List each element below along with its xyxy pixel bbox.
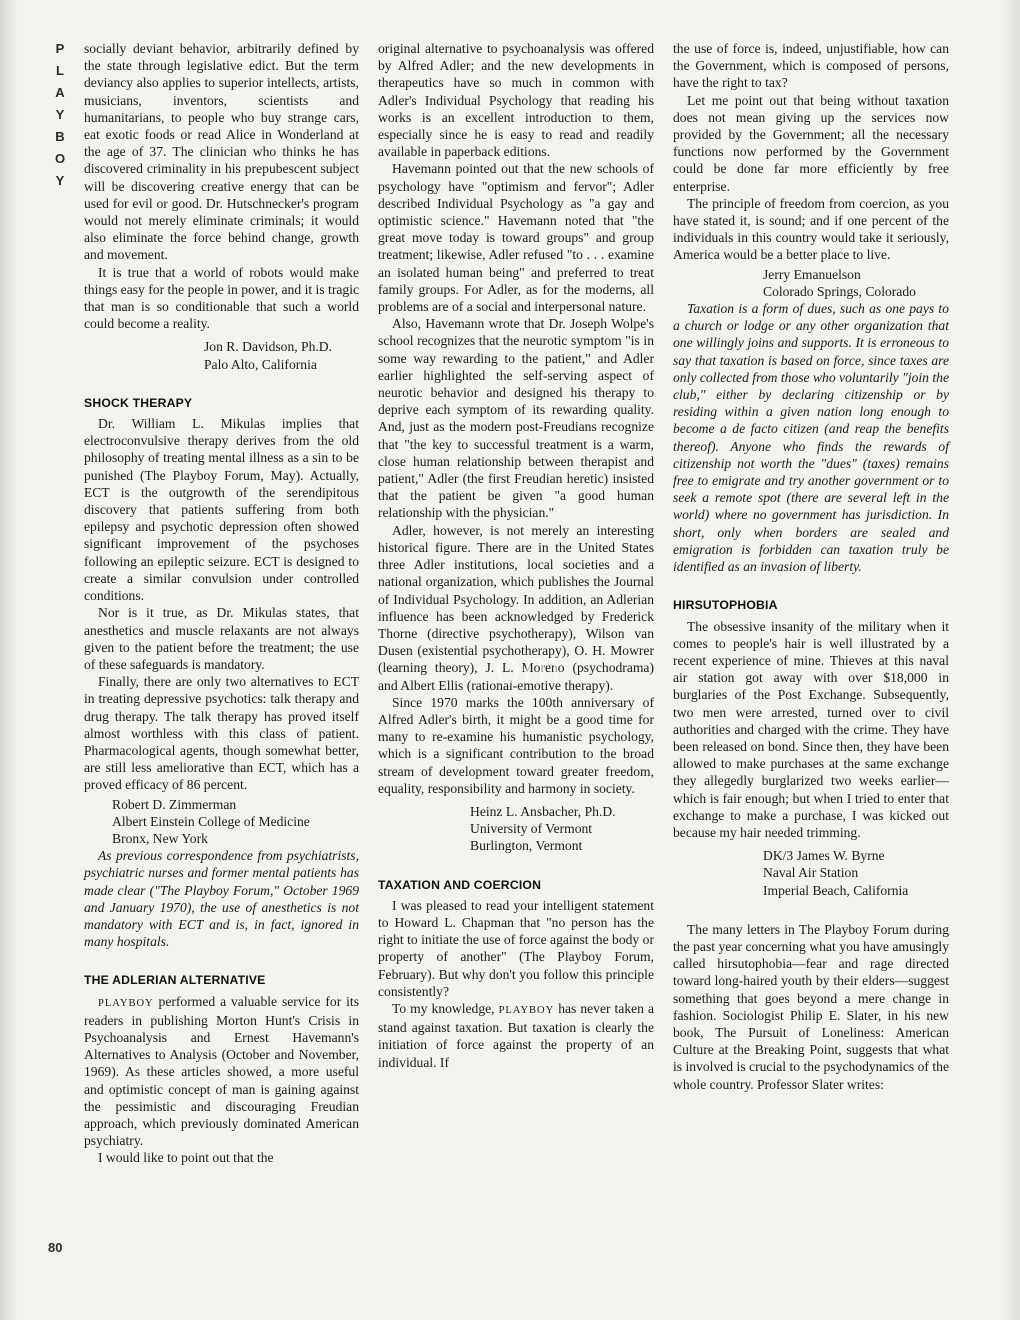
watermark-text: om: [495, 641, 563, 693]
page-right-edge: [1002, 0, 1020, 1320]
letter-signature: [673, 847, 949, 899]
signature-name: Jon R. Davidson, Ph.D.: [204, 339, 333, 355]
signature-place: Imperial Beach, California: [763, 882, 909, 898]
letter-signature: [673, 266, 949, 300]
letter-paragraph: I would like to point out that the: [98, 1150, 274, 1166]
signature-place: Palo Alto, California: [204, 356, 317, 372]
section-heading-shock-therapy: SHOCK THERAPY: [84, 395, 193, 410]
letter-signature: [84, 338, 359, 372]
editor-response: The many letters in The Playboy Forum during the past year concerning what you have amusingly called hirsutophobia—fear and rage directed toward long-haired youth by their elders—suggest something that goes beyond a mere change in fashion. Sociologist Philip E. Slater, in his new book, The Pursuit of Loneliness: American Culture at the Breaking Point, suggests that what is involved is crucial to the psychodynamics of the whole country. Professor Slater writes:: [673, 921, 949, 1092]
page-number: 80: [48, 1240, 63, 1255]
signature-place: Colorado Springs, Colorado: [763, 283, 916, 299]
letter-signature: [378, 803, 654, 855]
letter-paragraph: performed a valuable service for its readers in publishing Morton Hunt's Crisis in Psychoanalysis and Ernest Havemann's Alternatives to Analysis (October and November, 1969). As these articles showed, a more useful and optimistic concept of man is gaining against the pessimistic and discouraging Freudian approach, which previously dominated American psychiatry.: [84, 993, 359, 1149]
editor-response: As previous correspondence from psychiatrists, psychiatric nurses and former mental patients has made clear ("The Playboy Forum," October 1969 and January 1970), the use of anesthetics is not mandatory with ECT and is, in fact, ignored in many hospitals.: [84, 848, 359, 950]
column-2: [378, 40, 654, 1071]
letter-text: To my knowledge,: [392, 1000, 499, 1016]
section-heading-taxation: TAXATION AND COERCION: [378, 877, 542, 892]
signature-institution: Albert Einstein College of Medicine: [112, 813, 310, 829]
letter-paragraph: socially deviant behavior, arbitrarily defined by the state through legislative edict. But the term deviancy also applies to superior intellects, artists, musicians, inventors, scientists and humanitarians, to people who buy strange cars, eat exotic foods or read Alice in Wonderland at the age of 37. The clinician who thinks he has discovered criminality in his prepubescent subject will be discovering creative energy that can be used for evil or good. Dr. Hutschnecker's program would not merely eliminate criminals; it would also eliminate the force behind change, growth and movement.: [84, 41, 359, 263]
page-left-edge: [0, 0, 18, 1320]
letter-paragraph: Nor is it true, as Dr. Mikulas states, that anesthetics and muscle relaxants are not always given to the patient before the treatment; the use of these safeguards is mandatory.: [84, 605, 359, 672]
letter-paragraph: original alternative to psychoanalysis was offered by Alfred Adler; and the new developments in therapeutics have so much in common with Adler's Individual Psychology that reading his works is an excellent introduction to them, especially since he is easy to read and readily available in paperback editions.: [378, 41, 654, 160]
letter-paragraph: Let me point out that being without taxation does not mean giving up the services now provided by the Government; all the necessary functions now performed by the Government could be done far more efficiently by free enterprise.: [673, 92, 949, 194]
letter-paragraph: Adler, however, is not merely an interesting historical figure. There are in the United States three Adler institutions, local societies and a national organization, which publishes the Journal of Individual Psychology. In addition, an Adlerian influence has been acknowledged by Frederick Thorne (directive psychotherapy), Wilson van Dusen (existential psychotherapy), O. H. Mowrer (learning theory), J. L. Moreno (psychodrama) and Albert Ellis (rational-emotive therapy).: [378, 522, 654, 693]
magazine-name-smallcaps: PLAYBOY: [98, 997, 154, 1009]
letter-text: has never taken a stand against taxation. But taxation is clearly the initiation of force against the property of an individual. If: [378, 1000, 654, 1070]
section-heading-hirsutophobia: HIRSUTOPHOBIA: [673, 598, 778, 613]
signature-institution: Naval Air Station: [763, 865, 859, 881]
letter-paragraph: Finally, there are only two alternatives to ECT in treating depressive psychotics: talk therapy and drug therapy. The talk therapy has proved itself almost worthless with this class of patient. Pharmacological agents, though somewhat better, are still less ameliorative than ECT, which has a proved efficacy of 86 percent.: [84, 674, 359, 793]
letter-paragraph: The principle of freedom from coercion, as you have stated it, is sound; and if one percent of the individuals in this country would take it seriously, America would be a better place to live.: [673, 195, 949, 263]
letter-paragraph: Dr. William L. Mikulas implies that electroconvulsive therapy derives from the old philosophy of treating mental illness as a sin to be punished (The Playboy Forum, May). Actually, ECT is the outgrowth of the serendipitous discovery that patients suffering from both epilepsy and psychotic depression often showed significant improvement of the psychoses following an epileptic seizure. ECT is designed to create a similar convulsion under controlled conditions.: [84, 416, 359, 604]
letter-paragraph: The obsessive insanity of the military when it comes to people's hair is well illustrated by a recent experience of mine. Thieves at this naval air station got away with over $18,000 in burglaries of the Post Exchange. Subsequently, two men were arrested, turned over to civil authorities and charged with the crime. They have been released on bond. Since then, they have been allowed to make purchases at the same exchange they allegedly burglarized two weeks earlier—which is fair enough; but when I tried to enter that exchange to make a purchase, I was kicked out because my hair needed trimming.: [673, 618, 949, 840]
signature-name: Robert D. Zimmerman: [112, 796, 237, 812]
magazine-name-smallcaps: PLAYBOY: [498, 1004, 555, 1016]
signature-place: Bronx, New York: [112, 830, 208, 846]
letter-paragraph: Havemann pointed out that the new schools of psychology have "optimism and fervor"; Adler described Individual Psychology as "a gay and optimistic science." Havemann noted that "the great move today is toward groups" and group treatment; likewise, Adler refused "to . . . examine an isolated human being" and preferred to treat family groups. For Adler, as for the moderns, all problems are of a social and interpersonal nature.: [378, 161, 654, 315]
letter-paragraph: It is true that a world of robots would make things easy for the people in power, and it is tragic that man is so conditionable that such a world could become a reality.: [84, 264, 359, 332]
masthead-vertical: PLAYBOY: [54, 41, 66, 188]
signature-name: Heinz L. Ansbacher, Ph.D.: [470, 803, 616, 819]
editor-response: Taxation is a form of dues, such as one pays to a church or lodge or any other organization that one willingly joins and supports. It is erroneous to say that taxation is based on force, since taxes are only collected from those who voluntarily "join the club," either by declaring citizenship or by residing within a given nation long enough to become a de facto citizen (and reap the benefits thereof). Anyone who finds the rewards of citizenship not worth the "dues" (taxes) remains free to emigrate and try another government or to seek a remote spot (there are several left in the world) where no government has jurisdiction. In short, only when borders are sealed and emigration is forbidden can taxation truly be identified as an invasion of liberty.: [673, 301, 949, 575]
letter-paragraph: the use of force is, indeed, unjustifiable, how can the Government, which is composed of persons, have the right to tax?: [673, 41, 949, 91]
letter-paragraph: Since 1970 marks the 100th anniversary of Alfred Adler's birth, it might be a good time for many to re-examine his humanistic psychology, which is a significant contribution to the broad stream of development toward greater freedom, equality, responsibility and harmony in society.: [378, 694, 654, 796]
signature-name: Jerry Emanuelson: [763, 266, 861, 282]
signature-institution: University of Vermont: [470, 821, 593, 837]
column-1: [84, 40, 359, 1167]
letter-paragraph: Also, Havemann wrote that Dr. Joseph Wolpe's school recognizes that the neurotic symptom "is in some way rewarding to the patient," and Adler earlier highlighted the self-serving aspect of neurotic behavior and designed his therapy to deprive each symptom of its rewarding quality. And, just as the modern post-Freudians recognize that "the key to successful treatment is a warm, close human relationship between therapist and patient," Adler (the first Freudian heretic) insisted that the patient be given "a good human relationship with the physician.": [378, 316, 654, 521]
letter-signature: [84, 796, 359, 848]
signature-name: DK/3 James W. Byrne: [763, 848, 885, 864]
section-heading-adlerian: THE ADLERIAN ALTERNATIVE: [84, 973, 266, 988]
signature-place: Burlington, Vermont: [470, 838, 583, 854]
column-3: [673, 40, 949, 1093]
letter-paragraph: I was pleased to read your intelligent statement to Howard L. Chapman that "no person has the right to initiate the use of force against the body or property of another" (The Playboy Forum, February). But why don't you follow this principle consistently?: [378, 897, 654, 999]
